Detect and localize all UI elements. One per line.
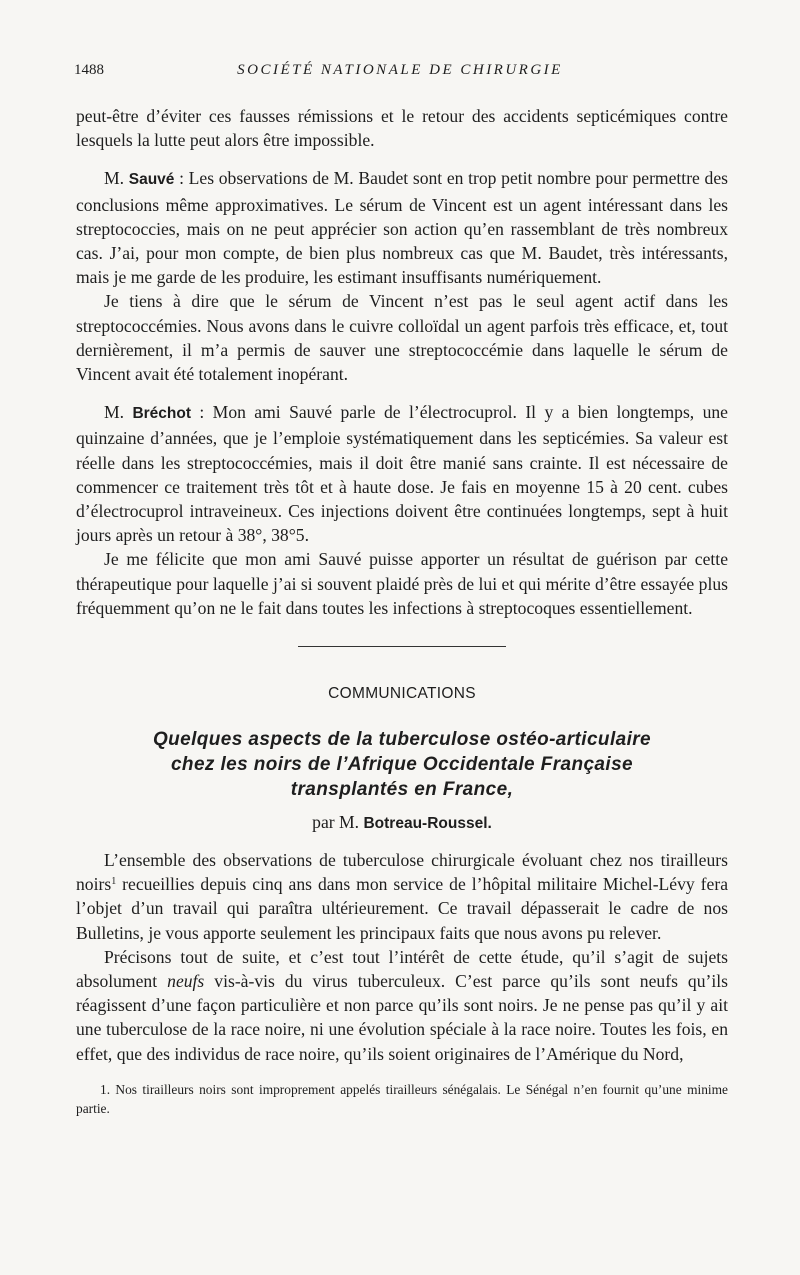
- speaker-title: M.: [104, 168, 125, 189]
- discussion-paragraph: Je me félicite que mon ami Sauvé puisse apporter un résultat de guérison par cette thérapeutique pour laquelle j’ai si souvent plaidé près de lui et qui mérite d’être essayée plus fréquemment qu’on ne le fait dans toutes les infections à streptocoques essentiellement.: [76, 549, 728, 618]
- byline: [76, 810, 728, 836]
- article-paragraph: [76, 945, 728, 1066]
- author-name: Botreau-Roussel.: [363, 815, 492, 833]
- speaker-title: M.: [104, 402, 125, 423]
- article-title-line: transplantés en France,: [290, 779, 514, 801]
- article-title-line: Quelques aspects de la tuberculose ostéo-articulaire: [152, 729, 652, 751]
- running-head: SOCIÉTÉ NATIONALE DE CHIRURGIE: [237, 62, 563, 78]
- paragraph-text: : Les observations de M. Baudet sont en trop petit nombre pour permettre des conclusions même approximatives. Le sérum de Vincent est un agent intéressant dans les streptococcies, mais on ne peut apprécier son action qu’en rassemblant de très nombreux cas. J’ai, pour mon compte, de bien plus nombreux cas que M. Baudet, très intéressants, mais je me garde de les produire, les estimant insuffisants numériquement.: [76, 168, 728, 288]
- article-title-line: chez les noirs de l’Afrique Occidentale Française: [170, 754, 634, 776]
- section-separator: [298, 646, 506, 647]
- paragraph-text: recueillies depuis cinq ans dans mon service de l’hôpital militaire Michel-Lévy fera l’objet d’un travail qui paraîtra ultérieurement. Ce travail dépasserait le cadre de nos Bulletins, je vous apporte seulement les principaux faits que nous avons pu relever.: [76, 874, 728, 943]
- discussion-paragraph: peut-être d’éviter ces fausses rémissions et le retour des accidents septicémiques contre lesquels la lutte peut alors être impossible.: [76, 106, 728, 151]
- emphasis-text: neufs: [167, 971, 205, 992]
- footnote: [76, 1080, 728, 1118]
- speaker-name: Bréchot: [132, 405, 192, 423]
- page-header: [74, 62, 726, 86]
- article-title: [76, 727, 728, 802]
- paragraph-text: vis-à-vis du virus tuberculeux. C’est parce qu’ils sont neufs qu’ils réagissent d’une façon particulière et non parce qu’ils sont noirs. Je ne pense pas qu’il y ait une tuberculose de la race noire, ni une évolution spéciale à la race noire. Toutes les fois, en effet, que des individus de race noire, qu’ils soient originaires de l’Amérique du Nord,: [76, 971, 728, 1064]
- paragraph-gap: [76, 386, 728, 400]
- footnote-number: 1.: [100, 1081, 111, 1097]
- discussion-paragraph-sauve: [76, 166, 728, 289]
- discussion-paragraph: Je tiens à dire que le sérum de Vincent n’est pas le seul agent actif dans les streptococcémies. Nous avons dans le cuivre colloïdal un agent parfois très efficace, et, tout dernièrement, il m’a permis de sauver une streptococcémie dans laquelle le sérum de Vincent avait été totalement inopérant.: [76, 291, 728, 385]
- byline-prefix: par M.: [312, 812, 360, 833]
- article-paragraph: [76, 848, 728, 945]
- footnote-text: Nos tirailleurs noirs sont improprement appelés tirailleurs sénégalais. Le Sénégal n’en fournit qu’une minime partie.: [76, 1081, 728, 1116]
- paragraph-text: L’ensemble des observations de tuberculose chirurgicale évoluant chez nos tirailleurs noirs: [76, 850, 728, 895]
- page-body: [76, 104, 728, 1118]
- paragraph-text: : Mon ami Sauvé parle de l’électrocuprol. Il y a bien longtemps, une quinzaine d’années, que je l’emploie systématiquement dans les septicémies. Sa valeur est réelle dans les streptococcémies, mais il doit être manié sans crainte. Il est nécessaire de commencer ce traitement très tôt et à haute dose. Je fais en moyenne 15 à 20 cent. cubes d’électrocuprol intraveineux. Ces injections doivent être continuées longtemps, sept à huit jours après un retour à 38°, 38°5.: [76, 402, 728, 546]
- section-title: COMMUNICATIONS: [328, 685, 476, 703]
- speaker-name: Sauvé: [128, 171, 175, 189]
- footnote-marker[interactable]: 1: [111, 876, 117, 888]
- page-number: 1488: [74, 62, 104, 78]
- discussion-paragraph-brechot: [76, 400, 728, 547]
- paragraph-text: Précisons tout de suite, et c’est tout l’intérêt de cette étude, qu’il s’agit de sujets absolument: [76, 946, 728, 992]
- paragraph-gap: [76, 152, 728, 166]
